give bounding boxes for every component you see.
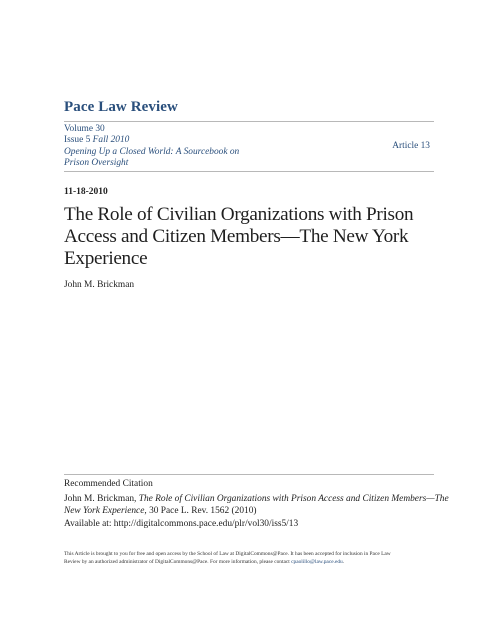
citation-reporter: , 30 Pace L. Rev. 1562 (2010) — [144, 506, 257, 517]
issue-label: Issue 5 — [64, 135, 93, 146]
citation-heading: Recommended Citation — [64, 479, 153, 489]
contact-email-link[interactable]: cpaolillo@law.pace.edu — [291, 559, 343, 565]
citation-title-1: The Role of Civilian Organizations with Prison Access and Citizen Members—The — [138, 494, 449, 504]
citation-line-1 — [64, 493, 449, 505]
volume-link[interactable]: Volume 30 — [64, 124, 105, 134]
article-title: The Role of Civilian Organizations with Prison Access and Citizen Members—The New York Experience — [64, 204, 414, 269]
header-rule-bottom — [64, 171, 434, 172]
collection-line-2[interactable]: Prison Oversight — [64, 158, 129, 169]
issue-season: Fall 2010 — [92, 135, 130, 146]
collection-line-1[interactable]: Opening Up a Closed World: A Sourcebook on — [64, 146, 240, 157]
issue-block — [64, 124, 314, 170]
footer-note — [64, 550, 440, 566]
citation-body — [64, 493, 449, 530]
citation-available[interactable]: Available at: http://digitalcommons.pace.edu/plr/vol30/iss5/13 — [64, 518, 299, 529]
author-name: John M. Brickman — [64, 280, 135, 290]
journal-title[interactable]: Pace Law Review — [64, 99, 178, 115]
footer-line-2 — [64, 558, 440, 566]
citation-rule — [64, 474, 434, 475]
header-rule-top — [64, 121, 434, 122]
publication-date: 11-18-2010 — [64, 187, 108, 197]
footer-line-2-prefix: Review by an authorized administrator of DigitalCommons@Pace. For more information, please contact — [64, 559, 292, 565]
citation-line-2 — [64, 505, 436, 517]
footer-line-2-suffix: . — [342, 559, 345, 565]
issue-line[interactable] — [64, 135, 314, 146]
citation-author: John M. Brickman, — [64, 494, 139, 504]
footer-line-1: This Article is brought to you for free and open access by the School of Law at DigitalCommons@Pace. It has been accepted for inclusion in Pace Law — [64, 551, 391, 557]
article-number[interactable]: Article 13 — [392, 141, 430, 151]
citation-title-2: New York Experience — [64, 506, 145, 517]
